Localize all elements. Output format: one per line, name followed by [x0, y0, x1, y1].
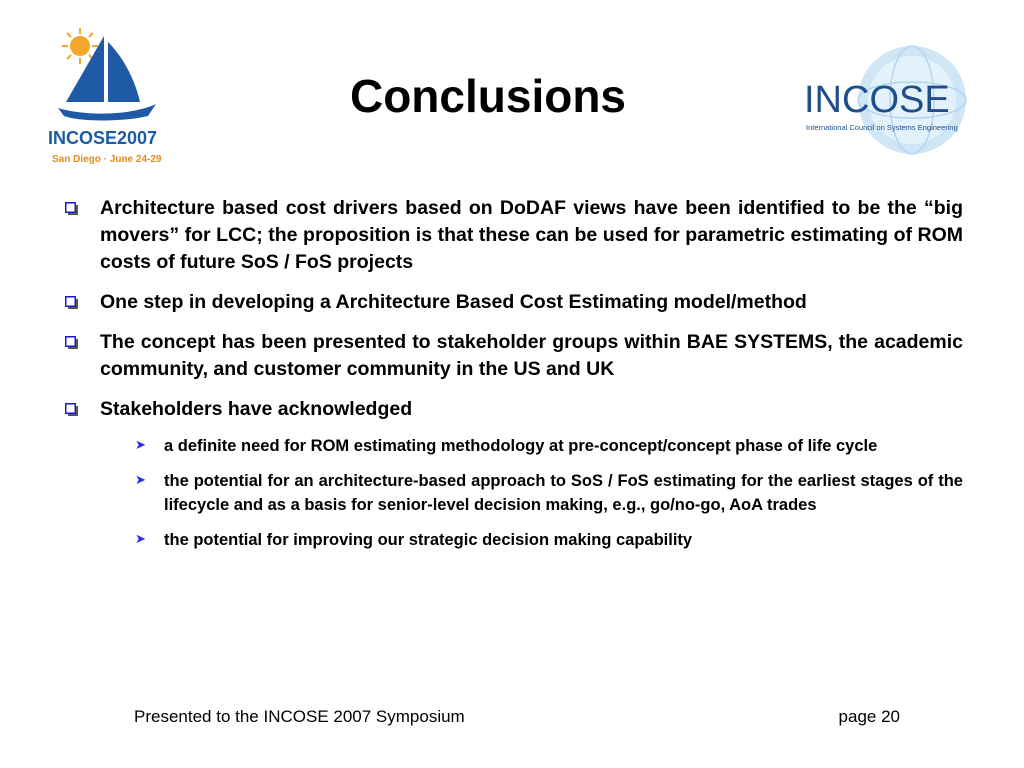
- logo-left-wordmark: INCOSE2007: [48, 128, 158, 148]
- bullet-text: Stakeholders have acknowledged: [100, 398, 413, 420]
- logo-right-wordmark: INCOSE: [804, 79, 950, 121]
- sub-bullet-text: a definite need for ROM estimating methodology at pre-concept/concept phase of life cycle: [164, 437, 878, 455]
- bullet-text: One step in developing a Architecture Based Cost Estimating model/method: [100, 291, 807, 313]
- bullet-item: [60, 396, 963, 423]
- sub-bullet-item: [60, 528, 963, 552]
- bullet-item: [60, 289, 963, 316]
- square-bullet-icon: [65, 336, 78, 349]
- page-title: Conclusions: [349, 70, 627, 122]
- page-number: page 20: [838, 707, 900, 726]
- bullet-item: [60, 329, 963, 383]
- square-bullet-icon: [65, 403, 78, 416]
- bullet-item: [60, 195, 963, 276]
- sub-bullet-item: [60, 434, 963, 458]
- square-bullet-icon: [65, 202, 78, 215]
- square-bullet-icon: [65, 296, 78, 309]
- sub-bullet-text: the potential for an architecture-based approach to SoS / FoS estimating for the earliest stages of the lifecycle and as a basis for senior-level decision making, e.g., go/no-go, AoA trades: [164, 472, 963, 514]
- arrow-bullet-icon: ➤: [135, 531, 146, 546]
- logo-right-tagline: International Council on Systems Engineering: [806, 123, 958, 132]
- sub-bullet-item: [60, 469, 963, 517]
- sub-bullet-text: the potential for improving our strategic decision making capability: [164, 531, 693, 549]
- bullet-text: The concept has been presented to stakeholder groups within BAE SYSTEMS, the academic community, and customer community in the US and UK: [100, 331, 963, 380]
- arrow-bullet-icon: ➤: [135, 437, 146, 452]
- logo-left-tagline: San Diego · June 24-29: [52, 154, 162, 165]
- incose-logo: [800, 44, 975, 159]
- slide-content: [60, 195, 963, 565]
- bullet-text: Architecture based cost drivers based on DoDAF views have been identified to be the “big movers” for LCC; the proposition is that these can be used for parametric estimating of ROM costs of future SoS / FoS projects: [100, 197, 963, 273]
- footer-presented-to: Presented to the INCOSE 2007 Symposium: [134, 707, 465, 726]
- arrow-bullet-icon: ➤: [135, 472, 146, 487]
